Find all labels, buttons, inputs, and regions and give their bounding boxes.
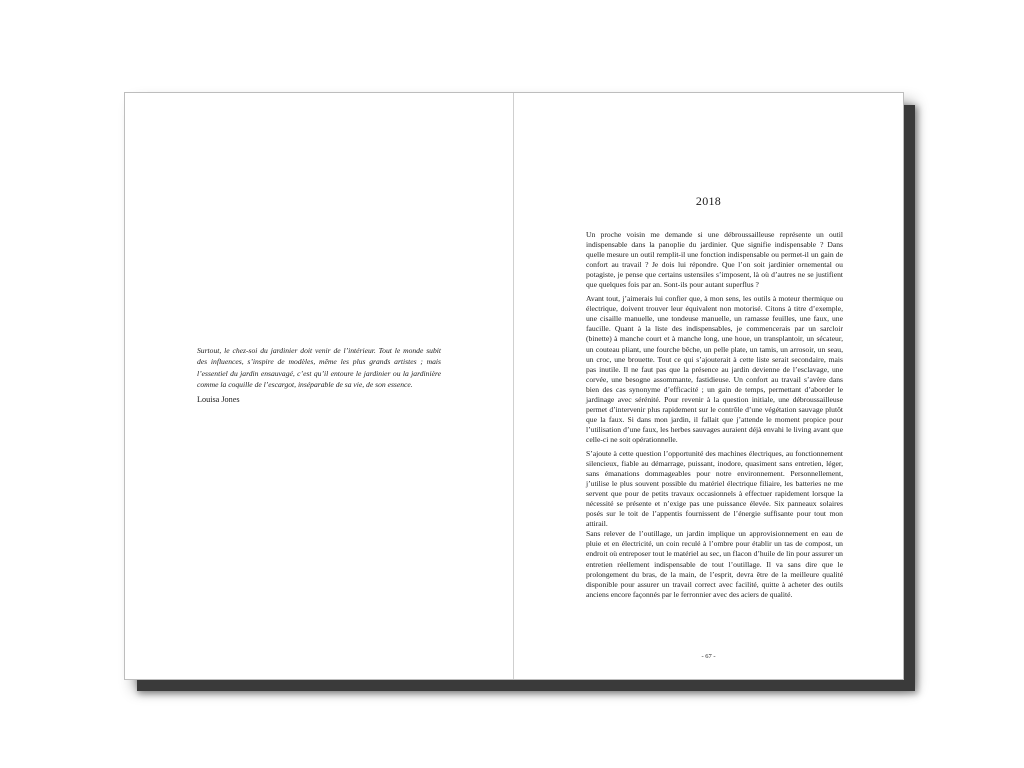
paragraph: Sans relever de l’outillage, un jardin implique un approvisionnement en eau de pluie et en électricité, un coin reculé à l’ombre pour établir un tas de compost, un endroit où entreposer tout le matériel au sec, un flacon d’huile de lin pour assurer un entretien réellement indispensable de tout l’outillage. Il va sans dire que le prolongement du bras, de la main, de l’esprit, devra être de la meilleure qualité disponible pour assurer un travail correct avec facilité, quitte à acheter des outils anciens encore façonnés par le ferronnier avec des aciers de qualité.: [586, 529, 843, 599]
epigraph-author: Louisa Jones: [197, 394, 240, 404]
left-page: [125, 93, 513, 679]
epigraph: [197, 345, 441, 404]
right-page: [514, 93, 903, 679]
body-text: [586, 230, 843, 604]
paragraph: S’ajoute à cette question l’opportunité des machines électriques, au fonctionnement silencieux, fiable au démarrage, puissant, inodore, quasiment sans entretien, léger, sans émanations dommageables pour notre environnement. Personnellement, j’utilise le plus souvent possible du matériel électrique filiaire, les batteries ne me servent que pour de petits travaux occasionnels à effectuer rapidement lorsque la nécessité se présente et n’exige pas une puissance élevée. Six panneaux solaires posés sur le toit de l’appentis fournissent de l’énergie suffisante pour tout mon attirail.: [586, 448, 843, 529]
epigraph-text: Surtout, le chez-soi du jardinier doit venir de l’intérieur. Tout le monde subit des influences, s’inspire de modèles, même les plus grands artistes ; mais l’essentiel du jardin ensauvagé, c’est qu’il entoure le jardinier ou la jardinière comme la coquille de l’escargot, inséparable de sa vie, de son essence.: [197, 346, 441, 390]
paragraph: Un proche voisin me demande si une débroussailleuse représente un outil indispensable dans la panoplie du jardinier. Que signifie indispensable ? Dans quelle mesure un outil remplit-il une fonction indispensable ou permet-il un gain de confort au travail ? Je dois lui répondre. Que l’on soit jardinier ornemental ou potagiste, je pense que certains ustensiles s’imposent, là où d’autres ne se justifient que quelques fois par an. Sont-ils pour autant superflus ?: [586, 230, 843, 290]
book-spread: [124, 92, 904, 680]
page-number: - 67 -: [701, 653, 716, 660]
chapter-year: 2018: [695, 194, 722, 208]
paragraph: Avant tout, j’aimerais lui confier que, à mon sens, les outils à moteur thermique ou électrique, doivent trouver leur équivalent non motorisé. Citons à titre d’exemple, une cisaille manuelle, une tondeuse manuelle, un ramasse feuilles, une faux, une faucille. Quant à la liste des indispensables, je commencerais par un sarcloir (binette) à manche court et à manche long, une houe, un transplantoir, un sécateur, un couteau pliant, une fourche bêche, un pelle plate, un tamis, un arrosoir, un seau, un croc, une brouette. Tout ce qui s’ajouterait à cette liste serait secondaire, mais pas inutile. Il ne faut pas que la présence au jardin devienne de l’esclavage, une corvée, une besogne assommante, fastidieuse. Un confort au travail s’avère dans bien des cas synonyme d’efficacité ; un gain de temps, permettant d’aborder le jardinage avec sérénité. Pour revenir à la question initiale, une débroussailleuse permet d’intervenir plus rapidement sur le contrôle d’une végétation sauvage plutôt que la faux. Si dans mon jardin, il fallait que j’attende le moment propice pour l’utilisation d’une faux, les herbes sauvages auraient déjà envahi le living avant que celle-ci ne soit opérationnelle.: [586, 294, 843, 444]
